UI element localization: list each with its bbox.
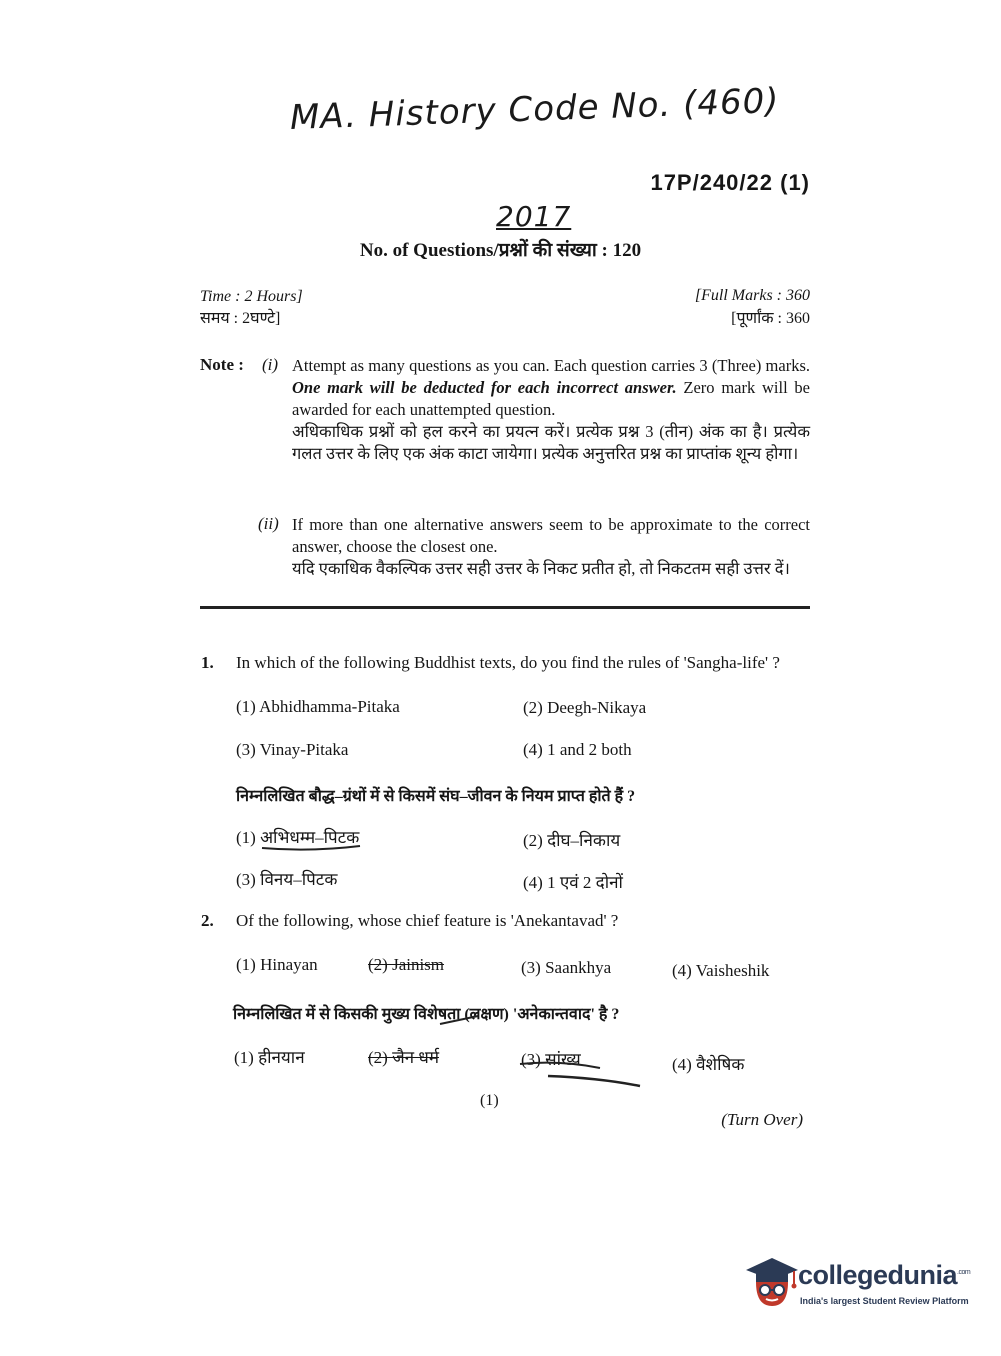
full-marks-english: [Full Marks : 360	[694, 287, 810, 304]
time-english: Time : 2 Hours]	[200, 288, 303, 305]
option-hindi: (1) अभिधम्म–पिटक	[236, 828, 360, 847]
pen-underline	[548, 1076, 640, 1086]
option: (1) Abhidhamma-Pitaka	[236, 697, 400, 716]
page-number: (1)	[480, 1092, 499, 1109]
option: (3) Saankhya	[521, 958, 612, 977]
paper-code: 17P/240/22 (1)	[650, 170, 810, 195]
note-i-english-2: One mark will be deducted for each incorrect answer.	[292, 378, 677, 397]
note-ii-hindi: यदि एकाधिक वैकल्पिक उत्तर सही उत्तर के निकट प्रतीत हो, तो निकटतम सही उत्तर दें।	[292, 559, 790, 578]
pen-underline	[262, 846, 360, 850]
note-i-label: (i)	[262, 355, 279, 374]
option-hindi: (4) वैशेषिक	[672, 1055, 745, 1074]
option-struck: (2) Jainism	[368, 955, 445, 974]
logo-text: collegedunia$^{.com}$	[798, 1260, 971, 1290]
option-hindi: (4) 1 एवं 2 दोनों	[523, 873, 623, 892]
question-text-hindi: निम्नलिखित बौद्ध–ग्रंथों में से किसमें संघ–जीवन के नियम प्राप्त होते हैं ?	[236, 788, 636, 805]
collegedunia-logo	[742, 1252, 972, 1312]
full-marks-hindi: [पूर्णांक : 360	[731, 310, 810, 327]
option: (2) Deegh-Nikaya	[523, 698, 647, 717]
handwritten-year: 2017	[496, 200, 572, 233]
option-hindi: (1) हीनयान	[234, 1048, 305, 1067]
graduate-face-icon	[742, 1252, 802, 1312]
note-i-hindi: अधिकाधिक प्रश्नों को हल करने का प्रयत्न करें। प्रत्येक प्रश्न 3 (तीन) अंक का है। प्रत्येक गलत उत्तर के लिए एक अंक काटा जायेगा। प्रत्येक अनुत्तरित प्रश्न का प्राप्तांक शून्य होगा।	[292, 422, 810, 463]
question-text: Of the following, whose chief feature is 'Anekantavad' ?	[236, 911, 619, 930]
note-i-english-1: Attempt as many questions as you can. Each question carries 3 (Three) marks.	[292, 356, 810, 375]
turn-over: (Turn Over)	[721, 1110, 803, 1129]
question-number: 2.	[201, 911, 214, 930]
note-label: Note :	[200, 355, 244, 374]
option: (4) 1 and 2 both	[523, 740, 632, 759]
pen-underline	[440, 1016, 478, 1024]
option: (4) Vaisheshik	[672, 961, 770, 980]
option-hindi: (3) सांख्य	[521, 1050, 581, 1069]
note-i-english-3: Zero mark will be awarded for each unattempted question.	[292, 378, 811, 419]
number-of-questions: No. of Questions/प्रश्नों की संख्या : 120	[359, 240, 642, 261]
question-text-hindi: निम्नलिखित में से किसकी मुख्य विशेषता (लक्षण) 'अनेकान्तवाद' है ?	[233, 1006, 620, 1023]
option-hindi-struck: (2) जैन धर्म	[368, 1048, 439, 1067]
option: (3) Vinay-Pitaka	[236, 740, 349, 759]
option: (1) Hinayan	[236, 955, 318, 974]
question-number: 1.	[201, 653, 214, 672]
option-hindi: (2) दीघ–निकाय	[523, 831, 621, 850]
time-hindi: समय : 2घण्टे]	[200, 310, 281, 327]
logo-tagline: India's largest Student Review Platform	[800, 1296, 969, 1306]
question-text: In which of the following Buddhist texts, do you find the rules of 'Sangha-life' ?	[236, 653, 780, 672]
option-hindi: (3) विनय–पिटक	[236, 870, 338, 889]
note-ii-english: If more than one alternative answers seem to be approximate to the correct answer, choose the closest one.	[292, 515, 810, 556]
pen-underline	[520, 1063, 600, 1068]
note-ii-label: (ii)	[258, 514, 279, 533]
handwritten-title: MA. History Code No. (460)	[289, 80, 781, 138]
